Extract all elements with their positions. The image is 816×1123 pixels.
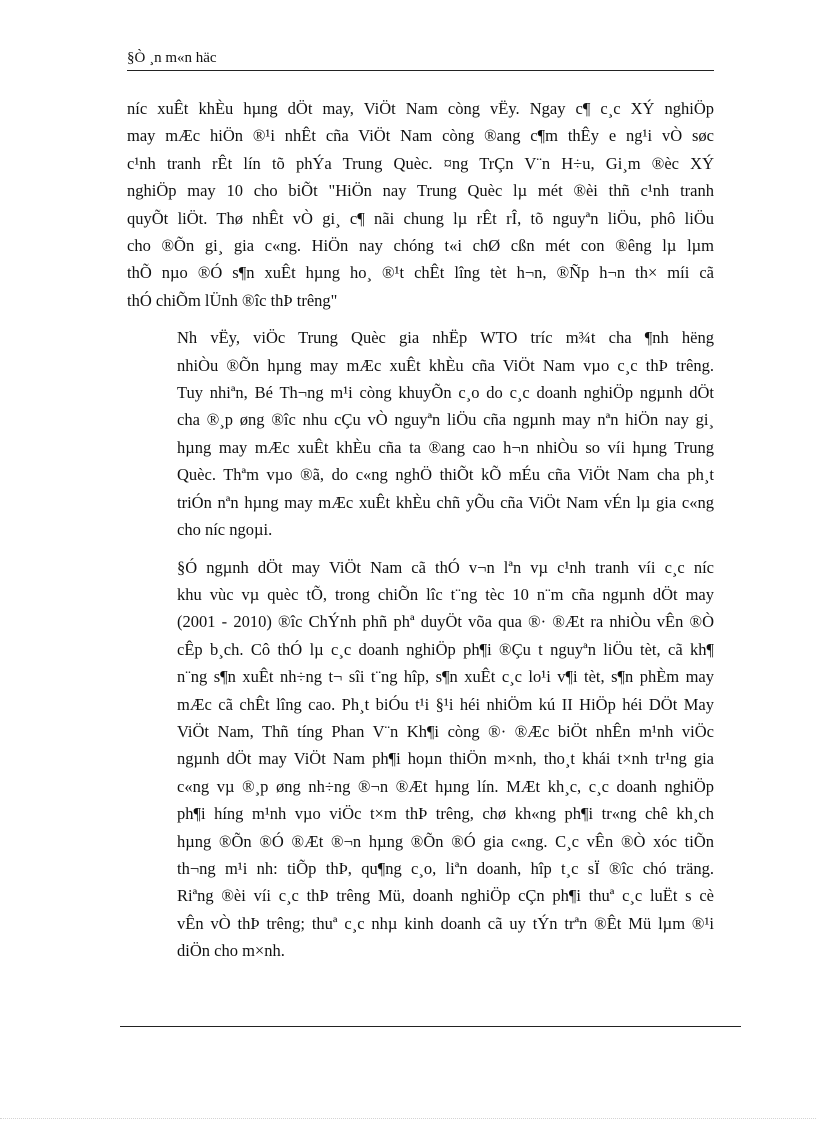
text-line: th¬ng m¹i nh: tiÕp thÞ, qu¶ng c¸o, liªn doanh, hîp t¸c sÏ ®îc chó träng. [177, 858, 714, 878]
paragraph [127, 95, 714, 314]
text-line: thÕ nµo ®Ó s¶n xuÊt hµng ho¸ ®¹t chÊt lîng tèt h¬n, ®Ñp h¬n th× míi cã [127, 263, 714, 283]
text-line: mÆc cã chÊt lîng cao. Ph¸t biÓu t¹i §¹i héi nhiÖm kú II HiÖp héi DÖt May [177, 694, 714, 714]
header-title: §Ò ¸n m«n häc [127, 50, 217, 66]
paragraph [127, 554, 714, 965]
text-line: hµng ®Õn ®Ó ®Æt ®¬n hµng ®Õn ®Ó gia c«ng. C¸c vÊn ®Ò xóc tiÕn [177, 831, 714, 851]
text-line: quyÕt liÖt. Thø nhÊt vÒ gi¸ c¶ nãi chung lµ rÊt rÎ, tõ nguyªn liÖu, phô liÖu [127, 208, 714, 228]
text-line: Riªng ®èi víi c¸c thÞ trêng Mü, doanh nghiÖp cÇn ph¶i thuª c¸c luËt s cè [177, 886, 714, 906]
text-line: Quèc. Thªm vµo ®ã, do c«ng nghÖ thiÕt kÕ mÉu cña ViÖt Nam cha ph¸t [177, 465, 714, 485]
text-line: (2001 - 2010) ®îc ChÝnh phñ phª duyÖt võa qua ®· ®Æt ra nhiÒu vÊn ®Ò [177, 612, 714, 632]
text-line: cha ®¸p øng ®îc nhu cÇu vÒ nguyªn liÖu cña ngµnh may nªn hiÖn nay gi¸ [177, 410, 714, 430]
text-line: c«ng vµ ®¸p øng nh÷ng ®¬n ®Æt hµng lín. MÆt kh¸c, c¸c doanh nghiÖp [177, 776, 714, 796]
text-line: may mÆc hiÖn ®¹i nhÊt cña ViÖt Nam còng ®ang c¶m thÊy e ng¹i vÒ søc [127, 126, 714, 146]
document-body [127, 95, 714, 975]
text-line: nghiÖp may 10 cho biÕt "HiÖn nay Trung Quèc lµ mét ®èi thñ c¹nh tranh [127, 181, 714, 201]
text-line: §Ó ngµnh dÖt may ViÖt Nam cã thÓ v¬n lªn vµ c¹nh tranh víi c¸c níc [177, 557, 714, 577]
footer-rule [120, 1026, 741, 1027]
text-line: níc xuÊt khÈu hµng dÖt may, ViÖt Nam còng vËy. Ngay c¶ c¸c XÝ nghiÖp [127, 99, 714, 118]
text-line: vÊn vÒ thÞ trêng; thuª c¸c nhµ kinh doanh cã uy tÝn trªn ®Êt Mü lµm ®¹i [177, 913, 714, 933]
page-header [127, 48, 714, 71]
text-line: cho níc ngoµi. [177, 520, 273, 540]
text-line: hµng may mÆc xuÊt khÈu cña ta ®ang cao h¬n nhiÒu so víi hµng Trung [177, 437, 714, 457]
text-line: nhiÒu ®Õn hµng may mÆc xuÊt khÈu cña ViÖt Nam vµo c¸c thÞ trêng. [177, 355, 714, 375]
text-line: n¨ng s¶n xuÊt nh÷ng t¬ sîi t¨ng hîp, s¶n xuÊt c¸c lo¹i v¶i tèt, s¶n phÈm may [177, 667, 714, 687]
text-line: ph¶i híng m¹nh vµo viÖc t×m thÞ trêng, chø kh«ng ph¶i tr«ng chê kh¸ch [177, 804, 714, 824]
text-line: triÓn nªn hµng may mÆc xuÊt khÈu chñ yÕu cña ViÖt Nam vÉn lµ gia c«ng [177, 492, 714, 512]
text-line: Nh vËy, viÖc Trung Quèc gia nhËp WTO tríc m¾t cha ¶nh hëng [177, 328, 714, 348]
text-line: khu vùc vµ quèc tÕ, trong chiÕn lîc t¨ng tèc 10 n¨m cña ngµnh dÖt may [177, 584, 714, 604]
text-line: thÓ chiÕm lÜnh ®îc thÞ trêng" [127, 290, 338, 310]
text-line: ViÖt Nam, Thñ tíng Phan V¨n Kh¶i còng ®· ®Æc biÖt nhÊn m¹nh viÖc [177, 721, 714, 741]
page-bottom-edge [0, 1118, 816, 1119]
text-line: cho ®Õn gi¸ gia c«ng. HiÖn nay chóng t«i chØ cßn mét con ®êng lµ lµm [127, 236, 714, 256]
text-line: c¹nh tranh rÊt lín tõ phÝa Trung Quèc. ¤ng TrÇn V¨n H÷u, Gi¸m ®èc XÝ [127, 153, 714, 173]
text-line: Tuy nhiªn, Bé Th¬ng m¹i còng khuyÕn c¸o do c¸c doanh nghiÖp ngµnh dÖt [177, 383, 714, 403]
paragraph [127, 324, 714, 543]
text-line: diÖn cho m×nh. [177, 941, 285, 961]
text-line: cÊp b¸ch. Cô thÓ lµ c¸c doanh nghiÖp ph¶i ®Çu t nguyªn liÖu tèt, cã kh¶ [177, 639, 714, 659]
text-line: ngµnh dÖt may ViÖt Nam ph¶i hoµn thiÖn m×nh, tho¸t khái t×nh tr¹ng gia [177, 749, 714, 769]
